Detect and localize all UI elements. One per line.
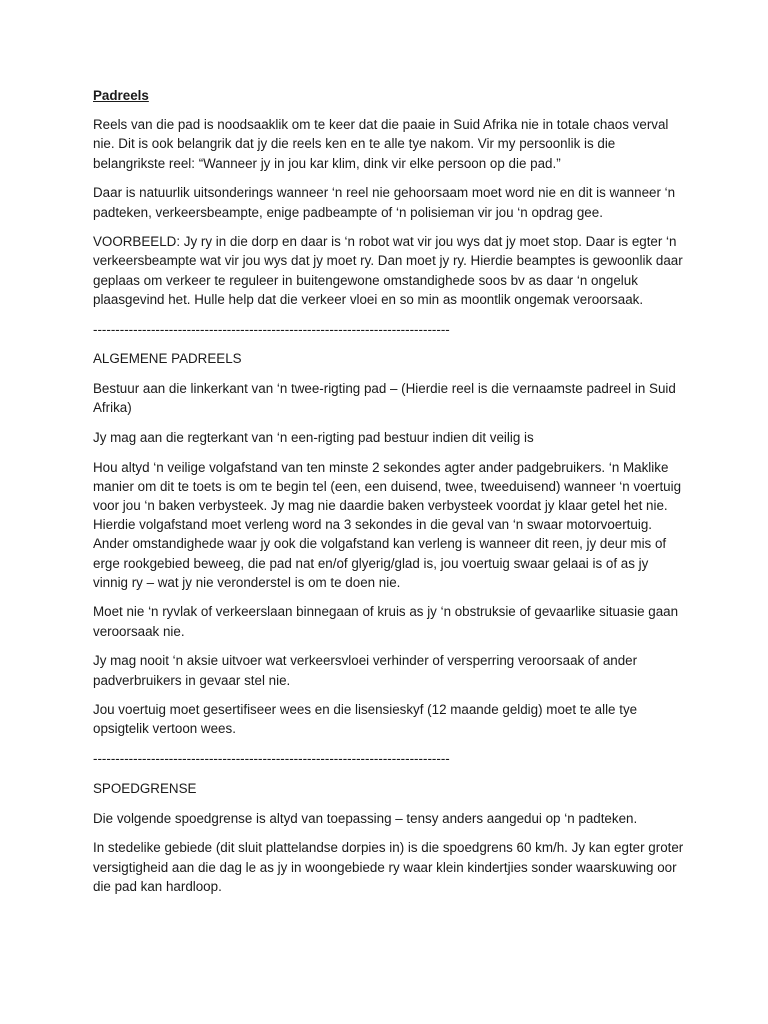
rule-paragraph-3: Hou altyd ‘n veilige volgafstand van ten minste 2 sekondes agter ander padgebruikers. ‘n Maklike manier om dit te toets is om te begin tel (een, een duisend, twee, tweeduisend) wanneer ‘n voertuig voor jou ‘n baken verbysteek. Jy mag nie daardie baken verbysteek voordat jy klaar getel het nie. Hierdie volgafstand moet verleng word na 3 sekondes in die geval van ‘n swaar motorvoertuig. Ander omstandighede waar jy ook die volgafstand kan verleng is wanneer dit reen, jy deur mis of erge rookgebied beweeg, die pad nat en/of glyerig/glad is, jou voertuig swaar gelaai is of as jy vinnig ry – wat jy nie veronderstel is om te doen nie.: [93, 459, 682, 590]
intro-paragraph-3: VOORBEELD: Jy ry in die dorp en daar is ‘n robot wat vir jou wys dat jy moet stop. Daar is egter ‘n verkeersbeampte wat vir jou wys dat jy moet ry. Dan moet jy ry. Hierdie beamptes is gewoonlik daar geplaas om verkeer te reguleer in buitengewone omstandighede soos bv as daar ‘n ongeluk plaasgevind het. Hulle help dat die verkeer vloei en so min as moontlik ongemak veroorsaak.: [93, 234, 683, 307]
rule-paragraph-1: Bestuur aan die linkerkant van ‘n twee-rigting pad – (Hierdie reel is die vernaamste padreel in Suid Afrika): [93, 380, 676, 416]
speed-paragraph-2: In stedelike gebiede (dit sluit plattelandse dorpies in) is die spoedgrens 60 km/h. Jy kan egter groter versigtigheid aan die dag le as jy in woongebiede ry waar klein kindertjies sonder waarskuwing oor die pad kan hardloop.: [93, 840, 684, 894]
rule-paragraph-4: Moet nie ‘n ryvlak of verkeerslaan binnegaan of kruis as jy ‘n obstruksie of gevaarlike situasie gaan veroorsaak nie.: [93, 604, 679, 639]
rule-paragraph-2: Jy mag aan die regterkant van ‘n een-rigting pad bestuur indien dit veilig is: [93, 429, 534, 445]
speed-paragraph-1: Die volgende spoedgrense is altyd van toepassing – tensy anders aangedui op ‘n padteken.: [93, 810, 638, 826]
section-heading-spoedgrense: SPOEDGRENSE: [93, 780, 197, 796]
document-page: [93, 86, 685, 906]
intro-paragraph-2: Daar is natuurlik uitsonderings wanneer ‘n reel nie gehoorsaam moet word nie en dit is wanneer ‘n padteken, verkeersbeampte, enige padbeampte of ‘n polisieman vir jou ‘n opdrag gee.: [93, 185, 676, 220]
intro-paragraph-1: Reels van die pad is noodsaaklik om te keer dat die paaie in Suid Afrika nie in totale chaos verval nie. Dit is ook belangrik dat jy die reels ken en te alle tye nakom. Vir my persoonlik is die belangrikste reel: “Wanneer jy in jou kar klim, dink vir elke persoon op die pad.”: [93, 117, 669, 171]
section-heading-algemene-padreels: ALGEMENE PADREELS: [93, 351, 242, 367]
rule-paragraph-6: Jou voertuig moet gesertifiseer wees en die lisensieskyf (12 maande geldig) moet te alle tye opsigtelik vertoon wees.: [93, 702, 638, 737]
rule-paragraph-5: Jy mag nooit ‘n aksie uitvoer wat verkeersvloei verhinder of versperring veroorsaak of ander padverbruikers in gevaar stel nie.: [93, 653, 638, 688]
section-separator-2: --------------------------------------------------------------------------------: [93, 751, 450, 767]
document-title: Padreels: [93, 88, 149, 103]
section-separator-1: --------------------------------------------------------------------------------: [93, 321, 450, 337]
